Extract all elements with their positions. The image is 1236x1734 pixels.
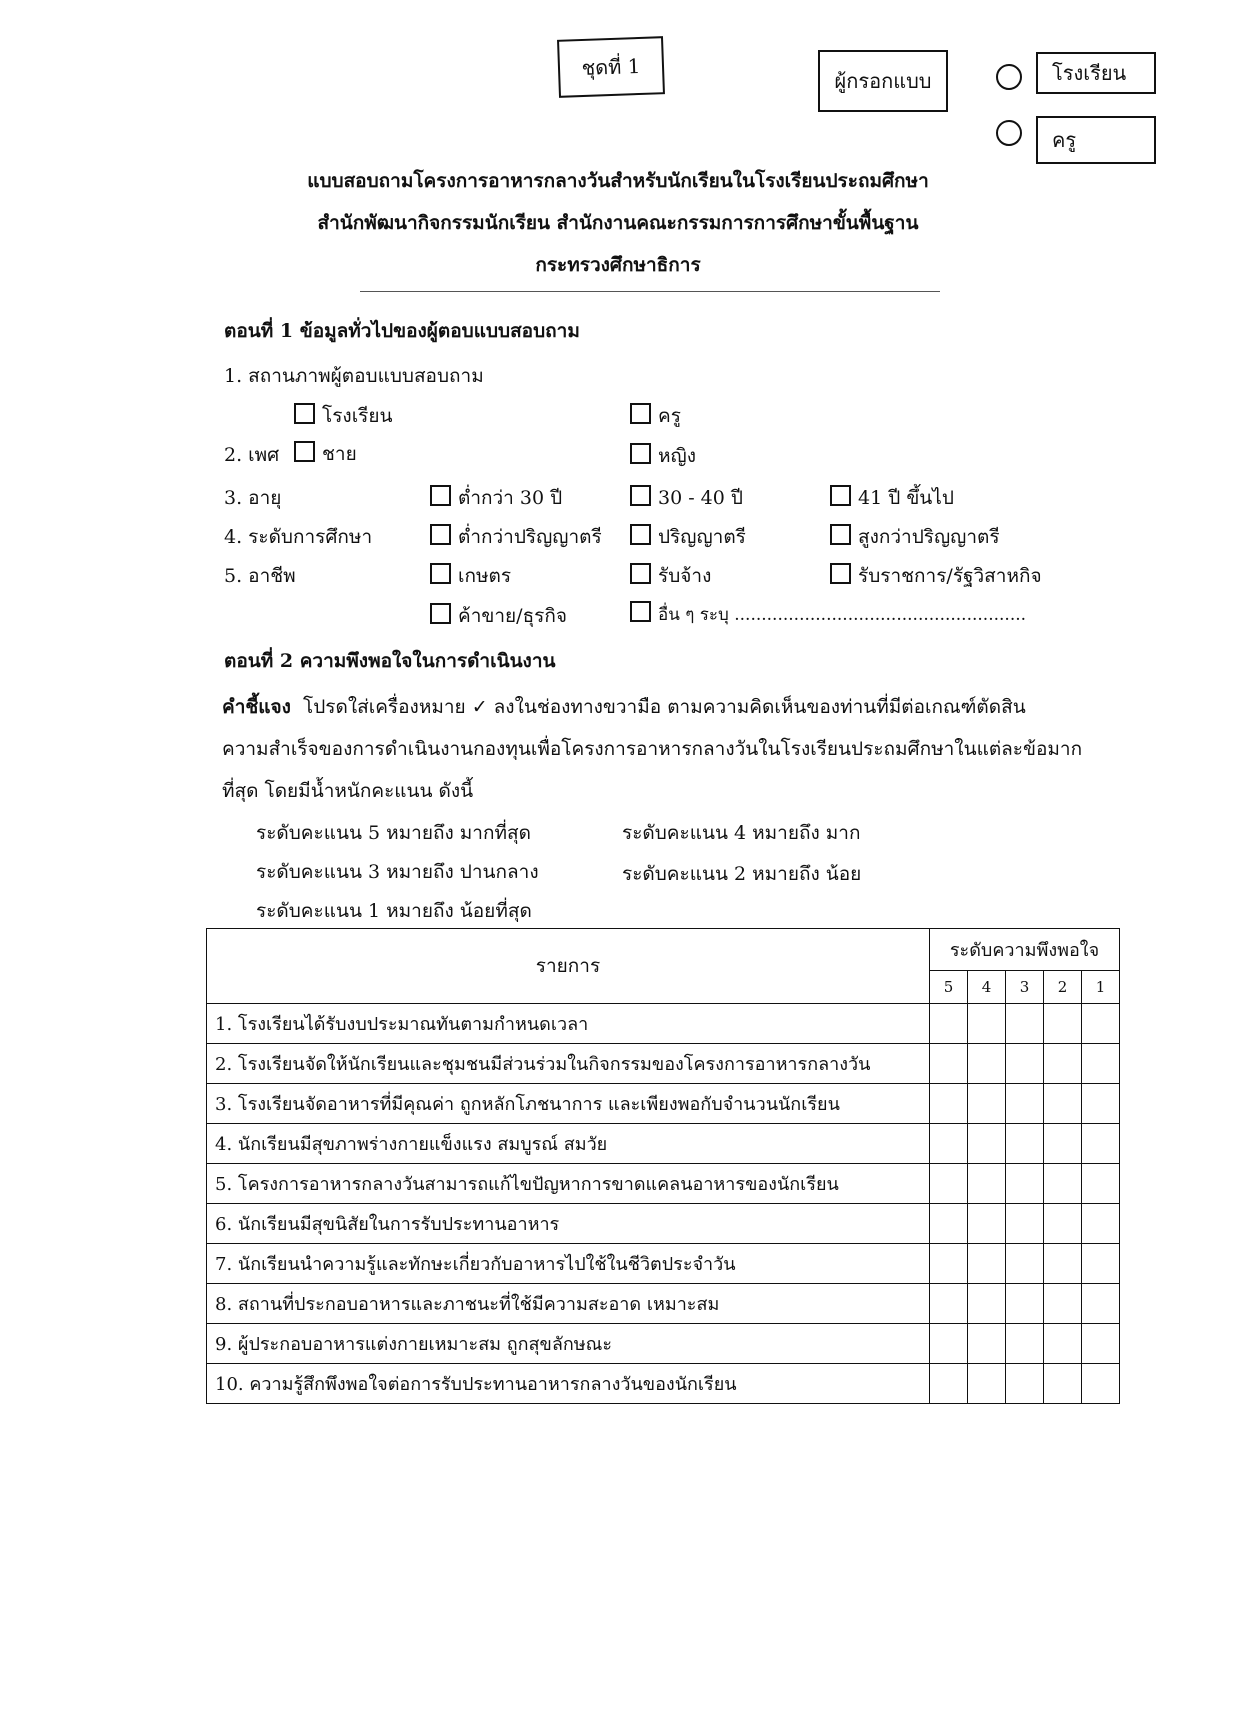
title-divider <box>360 291 940 292</box>
q5-government-label: รับราชการ/รัฐวิสาหกิจ <box>858 565 1042 587</box>
q2-male-label: ชาย <box>322 443 357 465</box>
rating-cell-2[interactable] <box>1044 1044 1082 1084</box>
rating-cell-5[interactable] <box>930 1364 968 1404</box>
row-item-label: 10. ความรู้สึกพึงพอใจต่อการรับประทานอาหารกลางวันของนักเรียน <box>207 1364 930 1404</box>
row-item-label: 4. นักเรียนมีสุขภาพร่างกายแข็งแรง สมบูรณ์ สมวัย <box>207 1124 930 1164</box>
q3-label: 3. อายุ <box>224 487 282 509</box>
q5-farmer-checkbox[interactable] <box>430 563 451 584</box>
rating-cell-2[interactable] <box>1044 1164 1082 1204</box>
q5-government-checkbox[interactable] <box>830 563 851 584</box>
respondent-teacher-radio[interactable] <box>996 120 1022 146</box>
respondent-teacher-box <box>1036 116 1156 164</box>
rating-cell-3[interactable] <box>1006 1324 1044 1364</box>
rating-cell-4[interactable] <box>968 1244 1006 1284</box>
rating-cell-5[interactable] <box>930 1084 968 1124</box>
set-number-box <box>557 36 665 98</box>
rating-cell-2[interactable] <box>1044 1084 1082 1124</box>
scale-2: ระดับคะแนน 2 หมายถึง น้อย <box>622 863 862 885</box>
part1-heading: ตอนที่ 1 ข้อมูลทั่วไปของผู้ตอบแบบสอบถาม <box>224 320 580 342</box>
table-row <box>207 1004 1120 1044</box>
q1-option-school[interactable] <box>294 401 393 431</box>
q3-option-under30[interactable] <box>430 483 562 513</box>
respondent-label-box <box>818 50 948 112</box>
rating-cell-3[interactable] <box>1006 1284 1044 1324</box>
level-4-header: 4 <box>968 970 1006 1003</box>
rating-cell-1[interactable] <box>1082 1204 1120 1244</box>
q4-bachelor-checkbox[interactable] <box>630 524 651 545</box>
rating-cell-3[interactable] <box>1006 1084 1044 1124</box>
rating-cell-1[interactable] <box>1082 1164 1120 1204</box>
q4-option-above-bachelor[interactable] <box>830 522 1000 552</box>
q1-teacher-label: ครู <box>658 405 681 427</box>
rating-cell-3[interactable] <box>1006 1164 1044 1204</box>
rating-cell-3[interactable] <box>1006 1204 1044 1244</box>
row-item-label: 2. โรงเรียนจัดให้นักเรียนและชุมชนมีส่วนร่วมในกิจกรรมของโครงการอาหารกลางวัน <box>207 1044 930 1084</box>
level-5-header: 5 <box>930 970 968 1003</box>
q1-school-label: โรงเรียน <box>322 405 393 427</box>
q3-41up-checkbox[interactable] <box>830 485 851 506</box>
q3-41up-label: 41 ปี ขึ้นไป <box>858 487 954 509</box>
rating-cell-1[interactable] <box>1082 1004 1120 1044</box>
instruction-line-2: ความสำเร็จของการดำเนินงานกองทุนเพื่อโครงการอาหารกลางวันในโรงเรียนประถมศึกษาในแต่ละข้อมาก <box>222 738 1083 760</box>
row-item-label: 1. โรงเรียนได้รับงบประมาณทันตามกำหนดเวลา <box>207 1004 930 1044</box>
q2-female-checkbox[interactable] <box>630 443 651 464</box>
q3-under30-checkbox[interactable] <box>430 485 451 506</box>
instruction-line-3: ที่สุด โดยมีน้ำหนักคะแนน ดังนี้ <box>222 780 474 802</box>
scale-1: ระดับคะแนน 1 หมายถึง น้อยที่สุด <box>256 900 532 922</box>
rating-cell-5[interactable] <box>930 1244 968 1284</box>
q5-employee-checkbox[interactable] <box>630 563 651 584</box>
q4-below-bachelor-label: ต่ำกว่าปริญญาตรี <box>458 526 602 548</box>
q4-label: 4. ระดับการศึกษา <box>224 526 373 548</box>
q5-employee-label: รับจ้าง <box>658 565 712 587</box>
table-row <box>207 1164 1120 1204</box>
q2-label: 2. เพศ <box>224 444 280 466</box>
q4-above-bachelor-checkbox[interactable] <box>830 524 851 545</box>
rating-cell-2[interactable] <box>1044 1124 1082 1164</box>
q2-option-male[interactable] <box>294 439 357 469</box>
rating-cell-4[interactable] <box>968 1044 1006 1084</box>
rating-cell-3[interactable] <box>1006 1124 1044 1164</box>
rating-cell-3[interactable] <box>1006 1044 1044 1084</box>
level-2-header: 2 <box>1044 970 1082 1003</box>
rating-cell-4[interactable] <box>968 1124 1006 1164</box>
q2-female-label: หญิง <box>658 445 696 467</box>
q1-teacher-checkbox[interactable] <box>630 403 651 424</box>
rating-cell-1[interactable] <box>1082 1244 1120 1284</box>
rating-cell-4[interactable] <box>968 1164 1006 1204</box>
q3-under30-label: ต่ำกว่า 30 ปี <box>458 487 563 509</box>
instruction-label: คำชี้แจง <box>222 696 291 718</box>
instruction-line-1: โปรดใส่เครื่องหมาย ✓ ลงในช่องทางขวามือ ตามความคิดเห็นของท่านที่มีต่อเกณฑ์ตัดสิน <box>303 696 1026 718</box>
q1-option-teacher[interactable] <box>630 401 681 431</box>
rating-cell-5[interactable] <box>930 1284 968 1324</box>
q5-option-farmer[interactable] <box>430 561 511 591</box>
q4-above-bachelor-label: สูงกว่าปริญญาตรี <box>858 526 1000 548</box>
q4-below-bachelor-checkbox[interactable] <box>430 524 451 545</box>
rating-cell-5[interactable] <box>930 1004 968 1044</box>
q3-30to40-checkbox[interactable] <box>630 485 651 506</box>
q5-other-label: อื่น ๆ ระบุ ...................................................... <box>658 605 1027 625</box>
q4-bachelor-label: ปริญญาตรี <box>658 526 746 548</box>
q3-30to40-label: 30 - 40 ปี <box>658 487 743 509</box>
set-number-label: ชุดที่ 1 <box>581 53 641 81</box>
rating-cell-1[interactable] <box>1082 1324 1120 1364</box>
instruction-block <box>222 686 1122 812</box>
q5-farmer-label: เกษตร <box>458 565 512 587</box>
scale-5: ระดับคะแนน 5 หมายถึง มากที่สุด <box>256 822 531 844</box>
scale-3: ระดับคะแนน 3 หมายถึง ปานกลาง <box>256 861 539 883</box>
respondent-school-radio[interactable] <box>996 64 1022 90</box>
q4-option-bachelor[interactable] <box>630 522 746 552</box>
row-item-label: 8. สถานที่ประกอบอาหารและภาชนะที่ใช้มีความสะอาด เหมาะสม <box>207 1284 930 1324</box>
rating-cell-1[interactable] <box>1082 1284 1120 1324</box>
q3-option-41up[interactable] <box>830 483 954 513</box>
rating-cell-3[interactable] <box>1006 1244 1044 1284</box>
respondent-school-label: โรงเรียน <box>1052 61 1127 85</box>
respondent-school-box <box>1036 52 1156 94</box>
table-row <box>207 1244 1120 1284</box>
q5-other-checkbox[interactable] <box>630 601 651 622</box>
rating-cell-3[interactable] <box>1006 1364 1044 1404</box>
q2-option-female[interactable] <box>630 441 696 471</box>
level-column-header: ระดับความพึงพอใจ <box>930 929 1120 971</box>
satisfaction-table <box>206 928 1120 1404</box>
rating-cell-1[interactable] <box>1082 1084 1120 1124</box>
row-item-label: 7. นักเรียนนำความรู้และทักษะเกี่ยวกับอาหารไปใช้ในชีวิตประจำวัน <box>207 1244 930 1284</box>
respondent-teacher-label: ครู <box>1052 128 1077 152</box>
item-column-header: รายการ <box>207 929 930 1004</box>
rating-cell-5[interactable] <box>930 1324 968 1364</box>
rating-cell-2[interactable] <box>1044 1324 1082 1364</box>
rating-cell-2[interactable] <box>1044 1204 1082 1244</box>
q5-trade-checkbox[interactable] <box>430 603 451 624</box>
table-row <box>207 1084 1120 1124</box>
q5-option-government[interactable] <box>830 561 1042 591</box>
q5-option-employee[interactable] <box>630 561 711 591</box>
title-line-1: แบบสอบถามโครงการอาหารกลางวันสำหรับนักเรียนในโรงเรียนประถมศึกษา <box>307 170 929 192</box>
q2-male-checkbox[interactable] <box>294 441 315 462</box>
rating-cell-5[interactable] <box>930 1124 968 1164</box>
q5-option-other[interactable] <box>630 601 1026 628</box>
rating-cell-4[interactable] <box>968 1004 1006 1044</box>
rating-cell-2[interactable] <box>1044 1004 1082 1044</box>
respondent-label: ผู้กรอกแบบ <box>834 69 932 93</box>
q1-school-checkbox[interactable] <box>294 403 315 424</box>
table-row <box>207 1324 1120 1364</box>
table-row <box>207 1364 1120 1404</box>
q5-label: 5. อาชีพ <box>224 565 296 587</box>
table-row <box>207 1204 1120 1244</box>
row-item-label: 5. โครงการอาหารกลางวันสามารถแก้ไขปัญหาการขาดแคลนอาหารของนักเรียน <box>207 1164 930 1204</box>
rating-cell-3[interactable] <box>1006 1004 1044 1044</box>
row-item-label: 3. โรงเรียนจัดอาหารที่มีคุณค่า ถูกหลักโภชนาการ และเพียงพอกับจำนวนนักเรียน <box>207 1084 930 1124</box>
rating-cell-4[interactable] <box>968 1324 1006 1364</box>
q1-label: 1. สถานภาพผู้ตอบแบบสอบถาม <box>224 365 484 387</box>
table-row <box>207 1044 1120 1084</box>
rating-cell-2[interactable] <box>1044 1244 1082 1284</box>
rating-cell-5[interactable] <box>930 1164 968 1204</box>
level-3-header: 3 <box>1006 970 1044 1003</box>
rating-cell-4[interactable] <box>968 1364 1006 1404</box>
q5-trade-label: ค้าขาย/ธุรกิจ <box>458 605 568 627</box>
rating-cell-1[interactable] <box>1082 1364 1120 1404</box>
rating-cell-4[interactable] <box>968 1084 1006 1124</box>
level-1-header: 1 <box>1082 970 1120 1003</box>
q3-option-30to40[interactable] <box>630 483 743 513</box>
rating-cell-4[interactable] <box>968 1284 1006 1324</box>
rating-cell-4[interactable] <box>968 1204 1006 1244</box>
rating-cell-5[interactable] <box>930 1044 968 1084</box>
q5-option-trade[interactable] <box>430 601 567 631</box>
rating-cell-1[interactable] <box>1082 1124 1120 1164</box>
rating-cell-1[interactable] <box>1082 1044 1120 1084</box>
q4-option-below-bachelor[interactable] <box>430 522 602 552</box>
rating-cell-5[interactable] <box>930 1204 968 1244</box>
title-line-3: กระทรวงศึกษาธิการ <box>535 254 701 276</box>
scale-4: ระดับคะแนน 4 หมายถึง มาก <box>622 822 861 844</box>
rating-cell-2[interactable] <box>1044 1364 1082 1404</box>
rating-cell-2[interactable] <box>1044 1284 1082 1324</box>
row-item-label: 6. นักเรียนมีสุขนิสัยในการรับประทานอาหาร <box>207 1204 930 1244</box>
part2-heading: ตอนที่ 2 ความพึงพอใจในการดำเนินงาน <box>224 650 556 672</box>
table-row <box>207 1284 1120 1324</box>
title-line-2: สำนักพัฒนากิจกรรมนักเรียน สำนักงานคณะกรรมการการศึกษาขั้นพื้นฐาน <box>317 212 919 234</box>
row-item-label: 9. ผู้ประกอบอาหารแต่งกายเหมาะสม ถูกสุขลักษณะ <box>207 1324 930 1364</box>
table-row <box>207 1124 1120 1164</box>
